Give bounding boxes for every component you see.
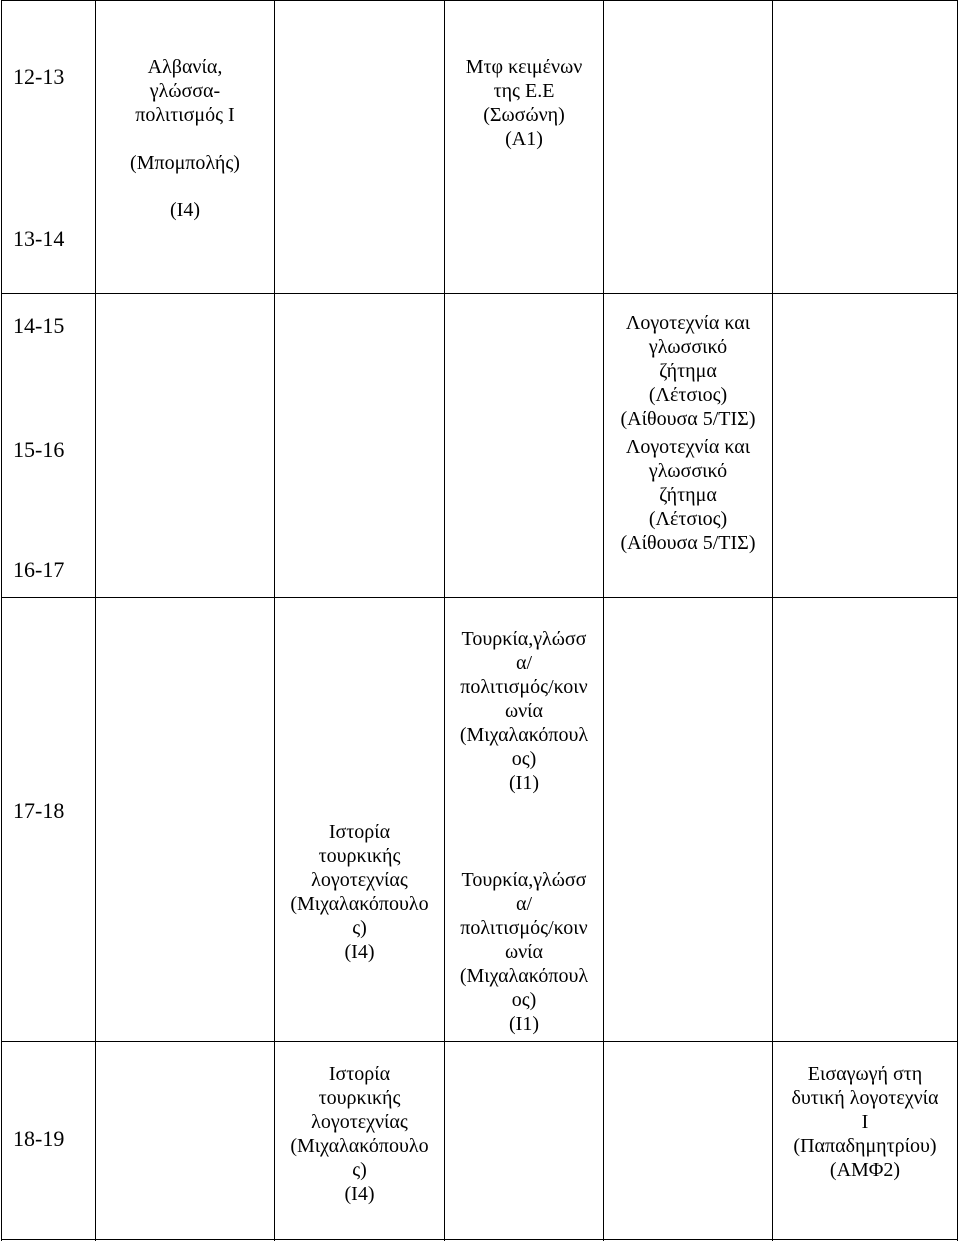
row-divider	[1, 1041, 958, 1042]
course-text: ος)	[511, 989, 537, 1011]
course-text: Τουρκία,γλώσσ	[461, 869, 587, 891]
course-text: α/	[515, 893, 533, 915]
course-text: γλώσσα-	[149, 80, 221, 102]
course-text: (Παπαδημητρίου)	[793, 1135, 937, 1157]
column-divider	[603, 0, 604, 1241]
course-cell-turkey-2	[445, 868, 603, 1036]
course-text: ζήτημα	[659, 360, 717, 382]
course-text: ζήτημα	[659, 484, 717, 506]
course-text: τουρκικής	[318, 1087, 401, 1109]
course-cell-literature-2	[604, 435, 772, 555]
course-cell-intro-western-literature	[773, 1062, 957, 1182]
row-divider	[1, 293, 958, 294]
table-border-bottom	[1, 1239, 958, 1240]
course-text: Λογοτεχνία και	[625, 312, 751, 334]
column-divider	[444, 0, 445, 1241]
course-text: Ιστορία	[328, 1063, 391, 1085]
course-text: (Μιχαλακόπουλο	[290, 893, 429, 915]
course-text: (Ι4)	[344, 941, 375, 963]
course-text: γλωσσικό	[648, 460, 728, 482]
time-slot-label: 12-13	[13, 64, 65, 89]
course-cell-history-1	[275, 820, 444, 964]
column-divider	[95, 0, 96, 1241]
course-text: ωνία	[504, 700, 544, 722]
time-slot-label: 13-14	[13, 226, 65, 251]
course-cell-literature-1	[604, 311, 772, 431]
column-divider	[772, 0, 773, 1241]
course-cell-translation	[445, 55, 603, 151]
course-text: πολιτισμός/κοιν	[460, 917, 588, 939]
column-divider	[274, 0, 275, 1241]
course-text: Τουρκία,γλώσσ	[461, 628, 587, 650]
course-cell-albania	[96, 55, 274, 175]
course-text: Αλβανία,	[147, 56, 223, 78]
course-text: ος)	[511, 748, 537, 770]
course-text: (Μιχαλακόπουλ	[459, 965, 589, 987]
course-text: ς)	[352, 917, 367, 939]
course-text: γλωσσικό	[648, 336, 728, 358]
course-text: Μτφ κειμένων	[465, 56, 583, 78]
course-text: Ιστορία	[328, 821, 391, 843]
course-text: (Λέτσιος)	[648, 508, 728, 530]
row-divider	[1, 597, 958, 598]
time-slot-label: 15-16	[13, 437, 65, 462]
course-text: (Αίθουσα 5/ΤΙΣ)	[620, 532, 756, 554]
table-border-left	[1, 0, 2, 1241]
course-text: (Ι1)	[509, 1013, 539, 1035]
course-cell-history-2	[275, 1062, 444, 1206]
course-text: (Αίθουσα 5/ΤΙΣ)	[620, 408, 756, 430]
course-text: Ι	[861, 1111, 869, 1133]
course-text: (ΑΜΦ2)	[829, 1159, 901, 1181]
course-text: ωνία	[504, 941, 544, 963]
course-room: (Ι4)	[170, 199, 200, 221]
course-text: Εισαγωγή στη	[807, 1063, 923, 1085]
course-text: πολιτισμός/κοιν	[460, 676, 588, 698]
course-text: (Μπομπολής)	[130, 152, 240, 174]
course-text: ς)	[352, 1159, 367, 1181]
course-text: (Ι4)	[344, 1183, 375, 1205]
course-text: (Μιχαλακόπουλ	[459, 724, 589, 746]
course-text: (Μιχαλακόπουλο	[290, 1135, 429, 1157]
course-text: τουρκικής	[318, 845, 401, 867]
course-text: λογοτεχνίας	[311, 869, 408, 891]
course-text: πολιτισμός Ι	[135, 104, 235, 126]
course-text: δυτική λογοτεχνία	[791, 1087, 939, 1109]
course-text: (Α1)	[505, 128, 543, 150]
time-slot-label: 16-17	[13, 557, 65, 582]
course-text: (Λέτσιος)	[648, 384, 728, 406]
course-text: λογοτεχνίας	[311, 1111, 408, 1133]
table-border-top	[1, 0, 958, 1]
time-slot-label: 17-18	[13, 798, 65, 823]
course-text: (Σωσώνη)	[483, 104, 565, 126]
course-text: της Ε.Ε	[493, 80, 555, 102]
course-text: Λογοτεχνία και	[625, 436, 751, 458]
course-cell-turkey-1	[445, 627, 603, 795]
time-slot-label: 18-19	[13, 1126, 65, 1151]
table-border-right	[957, 0, 958, 1241]
time-slot-label: 14-15	[13, 313, 65, 338]
course-text: (Ι1)	[509, 772, 539, 794]
course-text: α/	[515, 652, 533, 674]
